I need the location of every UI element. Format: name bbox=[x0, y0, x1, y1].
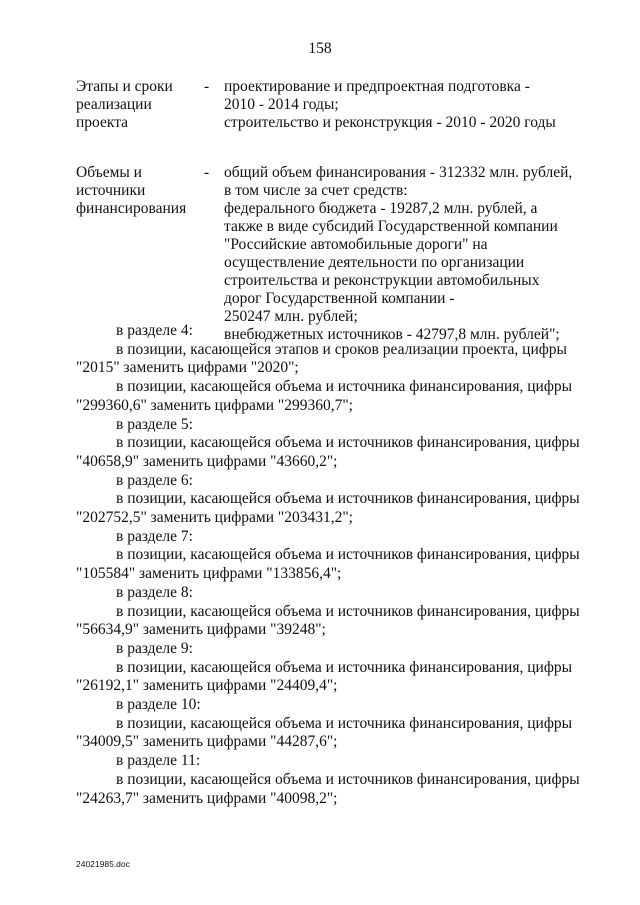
passport-value-line: осуществление деятельности по организации bbox=[224, 254, 525, 271]
passport-label-line: реализации bbox=[76, 96, 152, 113]
amendment-line: в позиции, касающейся объема и источника финансирования, цифры bbox=[116, 714, 573, 732]
amendment-line: "26192,1" заменить цифрами "24409,4"; bbox=[76, 677, 338, 695]
section-heading: в разделе 7: bbox=[116, 527, 193, 545]
amendment-item bbox=[76, 546, 580, 583]
passport-value-line: 250247 млн. рублей; bbox=[224, 308, 358, 325]
amendment-line: "2015" заменить цифрами "2020"; bbox=[76, 359, 299, 377]
amendment-line: "24263,7" заменить цифрами "40098,2"; bbox=[76, 789, 338, 807]
amendment-line: "299360,6" заменить цифрами "299360,7"; bbox=[76, 396, 353, 414]
passport-dash: - bbox=[204, 164, 210, 181]
amendment-line: "105584" заменить цифрами "133856,4"; bbox=[76, 565, 342, 583]
passport-table bbox=[76, 78, 576, 344]
section-heading: в разделе 11: bbox=[116, 752, 201, 770]
amendment-line: в позиции, касающейся объема и источников финансирования, цифры bbox=[116, 770, 580, 788]
amendment-item bbox=[76, 659, 576, 696]
amendment-line: в позиции, касающейся объема и источников финансирования, цифры bbox=[116, 434, 580, 452]
passport-value-line: строительства и реконструкции автомобильных bbox=[224, 272, 540, 289]
amendment-item bbox=[76, 378, 576, 415]
passport-value bbox=[224, 78, 576, 132]
amendment-line: в позиции, касающейся объема и источников финансирования, цифры bbox=[116, 546, 580, 564]
passport-label-line: Объемы и bbox=[76, 164, 142, 181]
amendment-item bbox=[76, 341, 576, 378]
section-heading: в разделе 10: bbox=[116, 696, 201, 714]
section-heading: в разделе 4: bbox=[116, 322, 193, 339]
amendment-line: "34009,5" заменить цифрами "44287,6"; bbox=[76, 733, 338, 751]
amendment-item bbox=[76, 770, 580, 808]
page-number: 158 bbox=[308, 40, 332, 57]
amendment-line: "202752,5" заменить цифрами "203431,2"; bbox=[76, 509, 353, 527]
passport-row bbox=[76, 164, 576, 344]
section-heading: в разделе 6: bbox=[116, 471, 193, 489]
passport-label-line: источники bbox=[76, 182, 146, 199]
amendment-item bbox=[76, 490, 580, 527]
passport-value-line: строительство и реконструкция - 2010 - 2020 годы bbox=[224, 114, 556, 131]
section-heading: в разделе 5: bbox=[116, 415, 193, 433]
passport-row bbox=[76, 78, 576, 132]
passport-value-line: 2010 - 2014 годы; bbox=[224, 96, 339, 113]
passport-value-line: дорог Государственной компании - bbox=[224, 290, 455, 307]
amendment-line: в позиции, касающейся этапов и сроков реализации проекта, цифры bbox=[116, 340, 567, 358]
passport-dash: - bbox=[204, 78, 210, 95]
amendment-line: "56634,9" заменить цифрами "39248"; bbox=[76, 621, 326, 639]
passport-label-line: Этапы и сроки bbox=[76, 78, 173, 95]
passport-value-line: также в виде субсидий Государственной компании bbox=[224, 218, 558, 235]
passport-value-line: общий объем финансирования - 312332 млн. рублей, bbox=[224, 164, 573, 181]
file-name-footer: 24021985.doc bbox=[76, 859, 130, 869]
passport-value-line: проектирование и предпроектная подготовка - bbox=[224, 78, 530, 95]
passport-value-line: "Российские автомобильные дороги" на bbox=[224, 236, 488, 253]
amendment-line: в позиции, касающейся объема и источника финансирования, цифры bbox=[116, 658, 573, 676]
passport-value-line: в том числе за счет средств: bbox=[224, 182, 408, 199]
passport-value-line: федерального бюджета - 19287,2 млн. рублей, а bbox=[224, 200, 538, 217]
section-heading: в разделе 9: bbox=[116, 639, 193, 657]
amendment-item bbox=[76, 602, 580, 640]
passport-label-line: проекта bbox=[76, 114, 129, 131]
amendment-line: в позиции, касающейся объема и источника финансирования, цифры bbox=[116, 378, 573, 396]
amendment-item bbox=[76, 715, 576, 752]
passport-label bbox=[76, 78, 204, 132]
passport-label bbox=[76, 164, 204, 344]
amendment-line: "40658,9" заменить цифрами "43660,2"; bbox=[76, 452, 338, 470]
amendment-item bbox=[76, 434, 580, 471]
amendment-line: в позиции, касающейся объема и источников финансирования, цифры bbox=[116, 602, 580, 620]
amendment-line: в позиции, касающейся объема и источников финансирования, цифры bbox=[116, 490, 580, 508]
section-heading: в разделе 8: bbox=[116, 583, 193, 601]
passport-value bbox=[224, 164, 576, 344]
passport-label-line: финансирования bbox=[76, 200, 187, 217]
passport-value-line: внебюджетных источников - 42797,8 млн. рублей"; bbox=[224, 326, 560, 343]
amendments-list bbox=[76, 322, 580, 808]
